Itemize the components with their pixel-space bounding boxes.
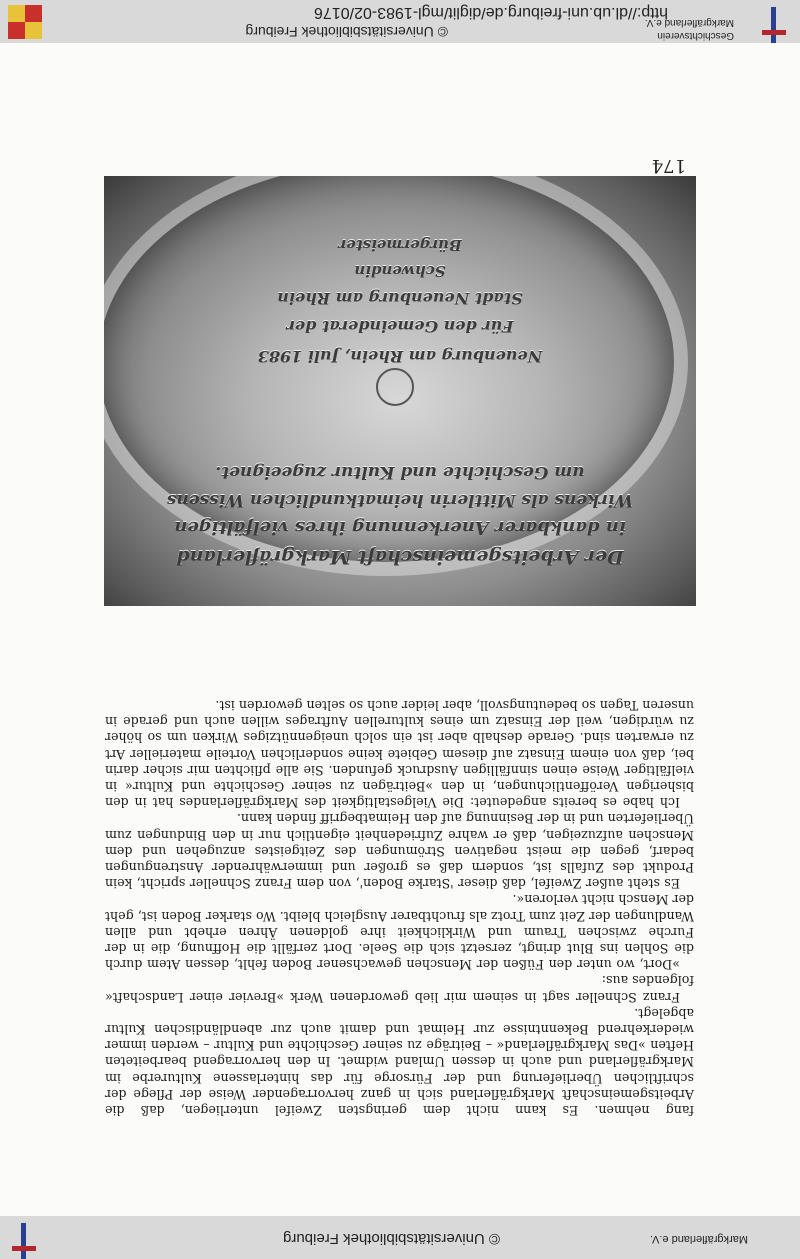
paragraph: fang nehmen. Es kann nicht dem geringsten Zweifel unterliegen, daß die Arbeitsgemeinschaft Markgräflerland sich in ganz hervorragender Weise der Pflege der schriftlichen Überlieferung und der Fürsorge für das hinterlassene Kulturerbe im Markgräflerland und auch in dessen Umland widmet. In den hervorragend bearbeiteten Heften »Das Markgräflerland« – Beiträge zu seiner Geschichte und Kultur – werden immer wiederkehrend Bekenntnisse zur Heimat und damit auch zur abendländischen Kultur abgelegt. [105,1005,694,1118]
plate-line: Bürgermeister [338,236,462,254]
city-emblem-icon [376,368,414,406]
plate-line: Neuenburg am Rhein, Juli 1983 [257,347,543,366]
quote-paragraph: »Dort, wo unter den Füßen der Menschen gewachsener Boden fehlt, dessen Atem durch die Sohlen ins Blut dringt, zersetzt sich die Seele. Dort zerfällt die Hoffnung, die in der Furche zwischen Traum und Wirklichkeit ihre goldenen Ähren erhebt und allen Wandlungen der Zeit zum Trotz als fruchtbarer Ausgleich bleibt. Wo starker Boden ist, geht der Mensch nicht verloren«. [105,892,694,973]
page-number: 174 [651,155,686,176]
header-url[interactable]: http://dl.ub.uni-freiburg.de/diglit/mgl-1983-02/0176 [314,4,668,21]
body-text [105,697,694,1118]
paragraph: Ich habe es bereits angedeutet: Die Vielgestaltigkeit des Markgräflerlandes hat in den bisherigen Veröffentlichungen, in den »Beiträgen zu seiner Geschichte und Kultur« in vielfältiger Weise einen sinnfälligen Ausdruck gefunden. Sie alle pflichten mir sicher darin bei, daß von einem Einsatz auf diesem Gebiete keine sonderlichen Vorteile materieller Art zu erwarten sind. Gerade deshalb aber ist ein solch uneigennütziges Wirken um so höher zu würdigen, weil der Einsatz um eines kulturellen Auftrages willen auch und gerade in unseren Tagen so bedeutungsvoll, aber leider auch so selten geworden ist. [105,697,694,811]
plate-line: um Geschichte und Kultur zugeeignet. [215,462,585,482]
footer-library: © Universitätsbibliothek Freiburg [283,1230,500,1247]
unibib-mark-icon [762,0,786,43]
plate-line: in dankbarer Anerkennung ihres vielfältigen [174,517,626,538]
paragraph: Es steht außer Zweifel, daß dieser 'Starke Boden', von dem Franz Schneller spricht, kein Produkt des Zufalls ist, sondern daß es großer und immerwährender Anstrengungen bedarf, gegen die meist negativen Strömungen des Zeitgeistes anzugehen und dem Menschen aufzuzeigen, daß er wahre Zufriedenheit eigentlich nur in den Bindungen zum Überlieferten und in der Besinnung auf den Heimatbegriff finden kann. [105,811,694,892]
footer-society: Markgräflerland e.V. [649,1233,748,1245]
plate-line: Stadt Neuenburg am Rhein [277,289,523,308]
viewer-footer-bar [0,1216,800,1259]
plate-line: Schwendin [354,262,446,280]
viewer-header-bar [0,0,800,43]
header-library: © Universitätsbibliothek Freiburg [245,24,448,40]
unibib-mark-icon [12,1216,36,1259]
plate-line: Wirkens als Mittlerin heimatkundlichen Wissens [166,490,634,510]
scanned-page [0,43,800,1216]
plate-line: Für den Gemeinderat der [286,317,514,336]
plate-line: Der Arbeitsgemeinschaft Markgräflerland [176,546,624,568]
society-crest-icon [8,5,42,39]
header-society-line2: Markgräflerland e.V. [644,17,734,28]
engraved-plate-photo [104,176,696,606]
paragraph: Franz Schneller sagt in seinem mir lieb gewordenen Werk »Brevier einer Landschaft« folgendes aus: [105,973,694,1005]
header-society-line1: Geschichtsverein [657,30,734,41]
